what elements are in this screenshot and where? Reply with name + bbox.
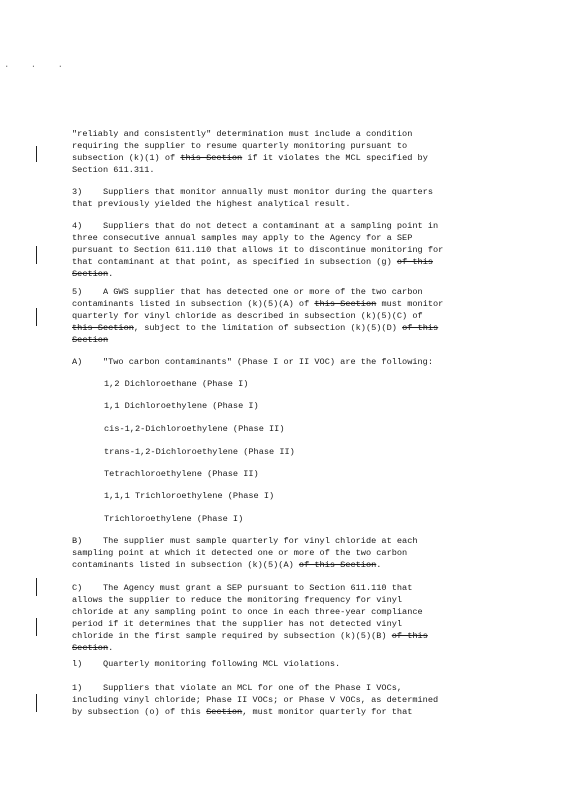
list-item: cis-1,2-Dichloroethylene (Phase II) — [104, 424, 285, 434]
list-item: 1,1 Dichloroethylene (Phase I) — [104, 401, 259, 411]
paragraph-4: 4) Suppliers that do not detect a contaminant at a sampling point in three consecutive annual samples may apply to the Agency for a SEP pursuant to Section 611.110 that allows it to discontinue monitoring for that contaminant at that point, as specified in subsection (g) of this Section. — [72, 221, 444, 279]
revision-bar — [36, 146, 37, 162]
list-item: 1,1,1 Trichloroethylene (Phase I) — [104, 491, 275, 501]
paragraph-c: C) The Agency must grant a SEP pursuant to Section 611.110 that allows the supplier to reduce the monitoring frequency for vinyl chloride at any sampling point to once in each three-year compliance period if it determines that the supplier has not detected vinyl chloride in the first sample required by subsection (k)(5)(B) of this Section. — [72, 583, 428, 653]
paragraph-a: A) "Two carbon contaminants" (Phase I or II VOC) are the following: — [72, 357, 433, 367]
list-item: trans-1,2-Dichloroethylene (Phase II) — [104, 447, 295, 457]
paragraph-b: B) The supplier must sample quarterly for vinyl chloride at each sampling point at which it detected one or more of the two carbon contaminants listed in subsection (k)(5)(A) of this Section. — [72, 536, 418, 570]
revision-bar — [36, 246, 37, 264]
corner-marks: · · · — [4, 62, 72, 72]
revision-bar — [36, 308, 37, 326]
paragraph-l: l) Quarterly monitoring following MCL violations. — [72, 659, 341, 669]
revision-bar — [36, 578, 37, 596]
revision-bar — [36, 618, 37, 636]
list-item: Trichloroethylene (Phase I) — [104, 514, 244, 524]
paragraph-3: 3) Suppliers that monitor annually must monitor during the quarters that previously yielded the highest analytical result. — [72, 187, 433, 209]
paragraph-5: 5) A GWS supplier that has detected one or more of the two carbon contaminants listed in subsection (k)(5)(A) of this Section must monitor quarterly for vinyl chloride as described in subsection (k)(5)(C) of this Section, subject to the limitation of subsection (k)(5)(D) of this Section — [72, 287, 444, 345]
list-item: Tetrachloroethylene (Phase II) — [104, 469, 259, 479]
paragraph-l-1: 1) Suppliers that violate an MCL for one of the Phase I VOCs, including vinyl chloride; Phase II VOCs; or Phase V VOCs, as determined by subsection (o) of this Section, must monitor quarterly for that — [72, 683, 439, 717]
list-item: 1,2 Dichloroethane (Phase I) — [104, 379, 249, 389]
revision-bar — [36, 694, 37, 712]
paragraph-continuation: "reliably and consistently" determination must include a condition requiring the supplier to resume quarterly monitoring pursuant to subsection (k)(1) of this Section if it violates the MCL specified by Section 611.311. — [72, 129, 428, 175]
